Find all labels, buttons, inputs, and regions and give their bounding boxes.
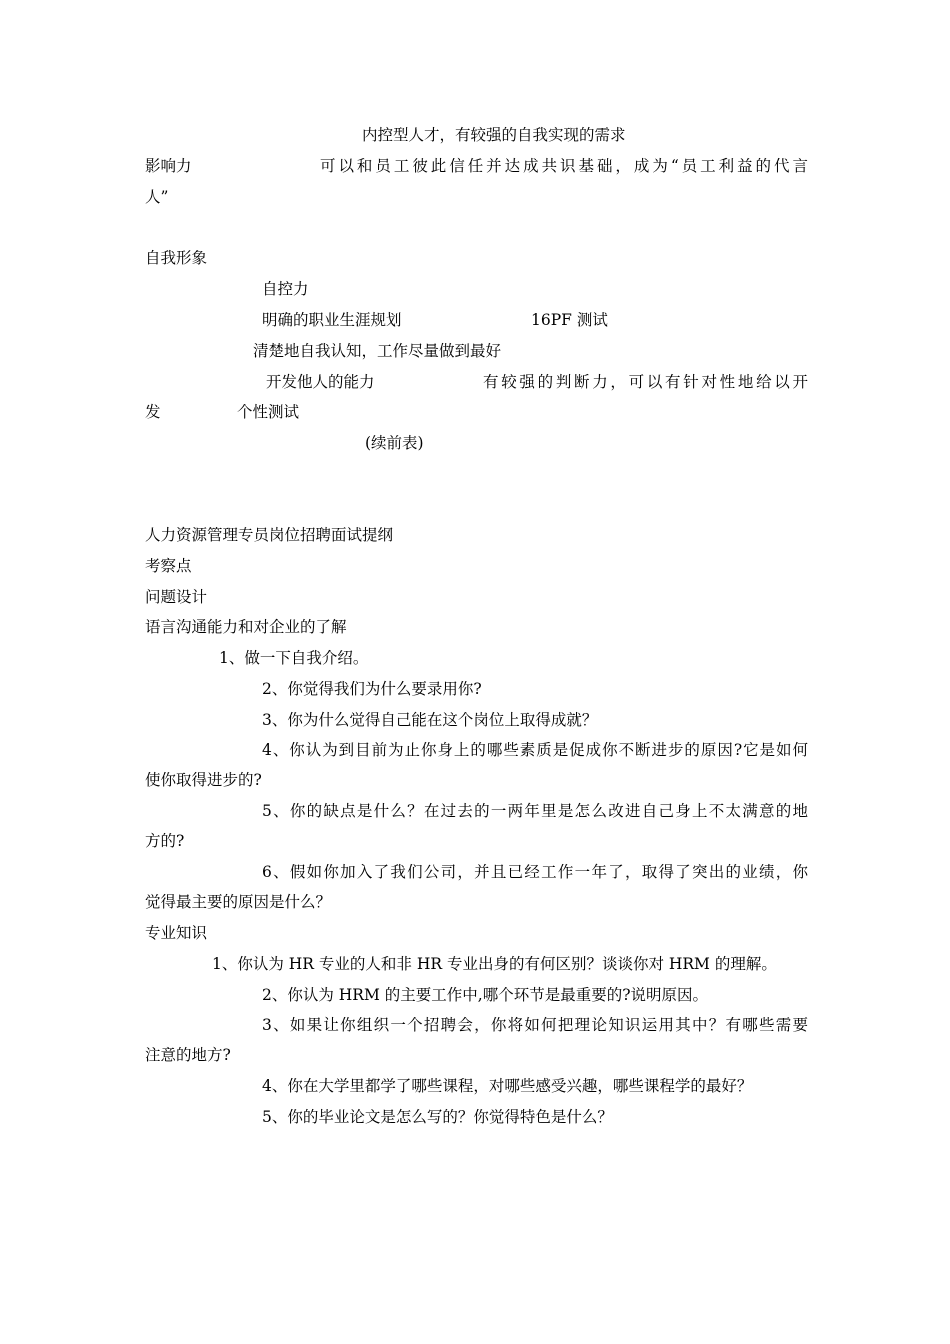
self-awareness-text: 清楚地自我认知，工作尽量做到最好 <box>253 342 502 360</box>
professional-question-1: 1、你认为 HR 专业的人和非 HR 专业出身的有何区别？谈谈你对 HRM 的理解。 <box>212 955 777 973</box>
interview-outline-title: 人力资源管理专员岗位招聘面试提纲 <box>145 526 394 544</box>
professional-question-4: 4、你在大学里都学了哪些课程，对哪些感受兴趣，哪些课程学的最好？ <box>262 1077 753 1095</box>
develop-suffix: 发 <box>145 403 161 421</box>
professional-question-3: 3、如果让你组织一个招聘会，你将如何把理论知识运用其中？有哪些需要 <box>262 1016 808 1034</box>
professional-question-5: 5、你的毕业论文是怎么写的？你觉得特色是什么？ <box>262 1108 613 1126</box>
language-question-4: 4、你认为到目前为止你身上的哪些素质是促成你不断进步的原因?它是如何 <box>262 741 808 759</box>
language-question-5-continued: 方的? <box>145 832 185 850</box>
personality-test-text: 个性测试 <box>237 403 300 421</box>
assessment-point-label: 考察点 <box>145 557 192 575</box>
influence-text: 可以和员工彼此信任并达成共识基础，成为“员工利益的代言 <box>320 157 808 175</box>
language-question-4-continued: 使你取得进步的? <box>145 771 262 789</box>
develop-others-label: 开发他人的能力 <box>266 373 375 391</box>
self-image-label: 自我形象 <box>145 249 208 267</box>
influence-text-continued: 人” <box>145 188 169 206</box>
language-question-3: 3、你为什么觉得自己能在这个岗位上取得成就？ <box>262 711 598 729</box>
pf16-test-text: 16PF 测试 <box>531 311 608 329</box>
inner-control-line: 内控型人才，有较强的自我实现的需求 <box>362 126 626 144</box>
continued-note: (续前表) <box>365 434 424 452</box>
career-plan-text: 明确的职业生涯规划 <box>262 311 402 329</box>
professional-question-2: 2、你认为 HRM 的主要工作中,哪个环节是最重要的?说明原因。 <box>262 986 709 1004</box>
professional-category-heading: 专业知识 <box>145 924 208 942</box>
influence-label: 影响力 <box>145 157 192 175</box>
question-design-label: 问题设计 <box>145 588 208 606</box>
professional-question-3-continued: 注意的地方? <box>145 1046 231 1064</box>
language-question-1: 1、做一下自我介绍。 <box>219 649 369 667</box>
language-question-5: 5、你的缺点是什么？在过去的一两年里是怎么改进自己身上不太满意的地 <box>262 802 808 820</box>
self-control-text: 自控力 <box>262 280 309 298</box>
language-question-2: 2、你觉得我们为什么要录用你? <box>262 680 482 698</box>
language-question-6-continued: 觉得最主要的原因是什么？ <box>145 893 332 911</box>
language-category-heading: 语言沟通能力和对企业的了解 <box>145 618 347 636</box>
language-question-6: 6、假如你加入了我们公司，并且已经工作一年了，取得了突出的业绩，你 <box>262 863 808 881</box>
judgment-text: 有较强的判断力，可以有针对性地给以开 <box>483 373 808 391</box>
